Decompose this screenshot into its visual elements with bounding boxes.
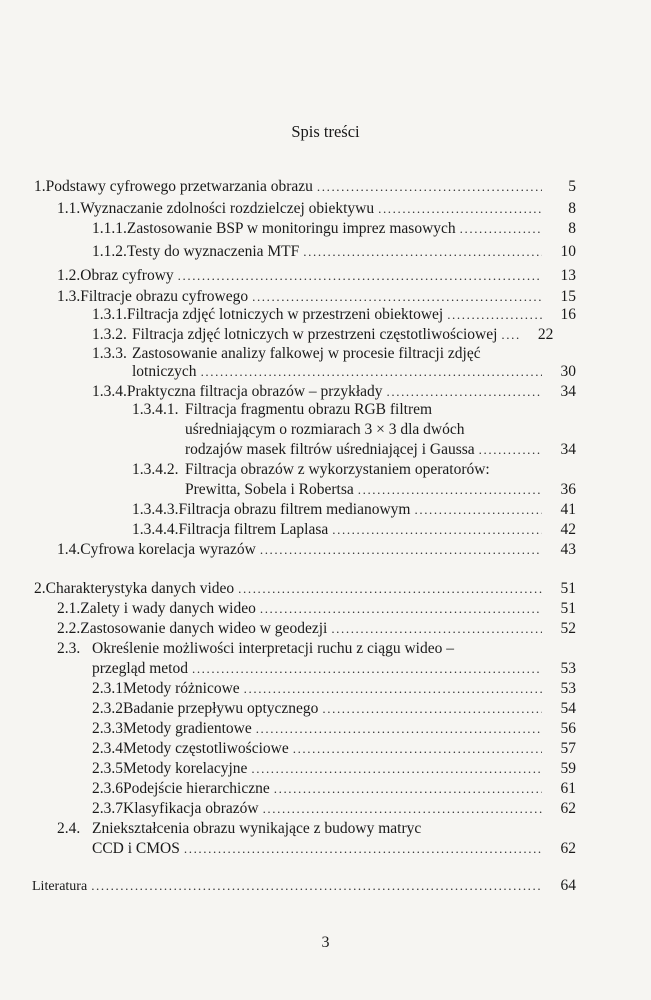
entry-page: 64 (560, 877, 576, 894)
toc-entry[interactable] (92, 242, 576, 262)
entry-title: Filtracja zdjęć lotniczych w przestrzeni częstotliwościowej (132, 326, 498, 343)
entry-number: 1.3.4.2. (132, 461, 179, 478)
entry-page: 56 (560, 720, 576, 737)
dot-leader (260, 540, 542, 560)
entry-title-continuation: Prewitta, Sobela i Robertsa (185, 481, 354, 498)
dot-leader (331, 619, 542, 639)
page-number: 3 (321, 934, 330, 951)
entry-page: 5 (568, 178, 576, 195)
toc-entry[interactable] (92, 719, 576, 739)
entry-number: 1.3.4.3. (132, 501, 179, 518)
entry-number: 1.4. (57, 541, 81, 558)
dot-leader (184, 839, 542, 859)
entry-title: Cyfrowa korelacja wyrazów (80, 541, 256, 558)
entry-number: 1. (34, 178, 46, 195)
entry-title: Zastosowanie danych wideo w geodezji (80, 620, 328, 637)
entry-page: 54 (560, 700, 576, 717)
entry-title-continuation: rodzajów masek filtrów uśredniającej i Gaussa (185, 441, 475, 458)
entry-number: 2.2. (57, 620, 81, 637)
toc-entry[interactable] (92, 382, 576, 402)
entry-title: Określenie możliwości interpretacji ruchu z ciągu wideo – (92, 640, 454, 657)
entry-title: Metody częstotliwościowe (123, 740, 289, 757)
dot-leader (192, 659, 542, 679)
dot-leader (479, 440, 542, 460)
entry-title-continuation: przegląd metod (92, 660, 188, 677)
entry-title: Testy do wyznaczenia MTF (126, 243, 300, 260)
dot-leader (252, 287, 542, 307)
entry-title-continuation: lotniczych (132, 363, 197, 380)
dot-leader (378, 199, 542, 219)
entry-page: 30 (560, 363, 576, 380)
entry-number: 1.1.2. (92, 243, 127, 260)
dot-leader (256, 719, 542, 739)
entry-number: 1.3.4. (92, 383, 127, 400)
entry-page: 59 (560, 760, 576, 777)
entry-number: 2.3.4 (92, 740, 123, 757)
entry-page: 15 (560, 288, 576, 305)
dot-leader (460, 219, 542, 239)
dot-leader (238, 579, 542, 599)
dot-leader (293, 739, 542, 759)
toc-entry[interactable] (57, 819, 576, 839)
entry-title: Klasyfikacja obrazów (123, 800, 259, 817)
dot-leader (387, 382, 542, 402)
toc-entry[interactable] (92, 779, 576, 799)
toc-entry-continuation[interactable] (185, 480, 576, 500)
dot-leader (322, 699, 542, 719)
entry-title: Filtracja filtrem Laplasa (178, 521, 329, 538)
entry-number: 1.3.4.4. (132, 521, 179, 538)
toc-entry[interactable] (57, 266, 576, 286)
entry-page: 36 (560, 481, 576, 498)
toc-entry[interactable] (132, 520, 576, 540)
dot-leader (260, 599, 542, 619)
dot-leader (244, 679, 542, 699)
entry-title: Metody gradientowe (123, 720, 252, 737)
entry-title: Filtracje obrazu cyfrowego (80, 288, 249, 305)
toc-entry-continuation[interactable] (185, 420, 576, 440)
dot-leader (317, 177, 542, 197)
entry-page: 62 (560, 840, 576, 857)
toc-entry-continuation[interactable] (92, 659, 576, 679)
toc-entry[interactable] (92, 699, 576, 719)
entry-title: Badanie przepływu optycznego (123, 700, 319, 717)
toc-entry-continuation[interactable] (132, 362, 576, 382)
entry-title: Metody korelacyjne (123, 760, 248, 777)
entry-title: Zastosowanie BSP w monitoringu imprez masowych (126, 220, 456, 237)
entry-title: Filtracja obrazów z wykorzystaniem operatorów: (185, 461, 490, 478)
entry-page: 42 (560, 521, 576, 538)
dot-leader (303, 242, 542, 262)
dot-leader (358, 480, 542, 500)
entry-page: 43 (560, 541, 576, 558)
entry-number: 1.1.1. (92, 220, 127, 237)
entry-number: 1.3. (57, 288, 81, 305)
entry-page: 41 (560, 501, 576, 518)
entry-page: 8 (568, 220, 576, 237)
toc-entry[interactable] (92, 759, 576, 779)
dot-leader (178, 266, 542, 286)
entry-title: Literatura (32, 879, 88, 894)
entry-page: 51 (560, 580, 576, 597)
toc-entry[interactable] (57, 639, 576, 659)
entry-title: Zastosowanie analizy falkowej w procesie filtracji zdjęć (132, 345, 481, 362)
entry-number: 1.3.3. (92, 345, 127, 362)
entry-number: 2.3.6 (92, 780, 123, 797)
entry-page: 13 (560, 267, 576, 284)
entry-title: Filtracja obrazu filtrem medianowym (178, 501, 411, 518)
toc-entry[interactable] (34, 177, 576, 197)
entry-number: 2.3.1 (92, 680, 123, 697)
entry-title: Podejście hierarchiczne (123, 780, 270, 797)
entry-number: 2. (34, 580, 46, 597)
dot-leader (415, 500, 543, 520)
dot-leader (251, 759, 542, 779)
dot-leader (274, 779, 542, 799)
dot-leader (447, 305, 542, 325)
entry-number: 1.3.2. (92, 326, 127, 343)
entry-title: Metody różnicowe (123, 680, 240, 697)
entry-page: 57 (560, 740, 576, 757)
entry-number: 1.3.4.1. (132, 401, 179, 418)
entry-page: 53 (560, 660, 576, 677)
toc-entry-continuation[interactable] (92, 839, 576, 859)
entry-title: Obraz cyfrowy (80, 267, 174, 284)
toc-entry[interactable] (92, 305, 576, 325)
entry-title: Wyznaczanie zdolności rozdzielczej obiektywu (80, 200, 375, 217)
entry-number: 2.3.3 (92, 720, 123, 737)
entry-page: 61 (560, 780, 576, 797)
entry-number: 2.3.7 (92, 800, 123, 817)
toc-entry[interactable] (92, 739, 576, 759)
entry-number: 1.1. (57, 200, 81, 217)
page-title: Spis treści (291, 122, 360, 141)
dot-leader (263, 799, 542, 819)
entry-number: 2.3.5 (92, 760, 123, 777)
entry-page: 52 (560, 620, 576, 637)
entry-title: Charakterystyka danych video (45, 580, 235, 597)
entry-title: Podstawy cyfrowego przetwarzania obrazu (45, 178, 313, 195)
toc-entry[interactable] (57, 540, 576, 560)
toc-entry[interactable] (34, 579, 576, 599)
toc-entry[interactable] (132, 500, 576, 520)
entry-title-continuation: uśredniającym o rozmiarach 3 × 3 dla dwóch (185, 421, 465, 438)
dot-leader (501, 325, 519, 345)
toc-entry[interactable] (92, 679, 576, 699)
entry-title: Zalety i wady danych wideo (80, 600, 256, 617)
toc-entry-continuation[interactable] (185, 440, 576, 460)
entry-page: 16 (560, 306, 576, 323)
toc-entry[interactable] (92, 344, 576, 364)
toc-entry[interactable] (57, 287, 576, 307)
entry-page: 34 (560, 441, 576, 458)
toc-entry-literatura[interactable] (32, 876, 576, 897)
entry-title: Praktyczna filtracja obrazów – przykłady (126, 383, 383, 400)
dot-leader (332, 520, 542, 540)
toc-entry[interactable] (92, 325, 576, 345)
entry-number: 2.3.2 (92, 700, 123, 717)
entry-title-continuation: CCD i CMOS (92, 840, 180, 857)
entry-number: 2.4. (57, 820, 81, 837)
entry-number: 1.2. (57, 267, 81, 284)
toc-entry[interactable] (57, 599, 576, 619)
dot-leader (91, 876, 542, 896)
entry-number: 2.3. (57, 640, 81, 657)
entry-page: 53 (560, 680, 576, 697)
entry-page: 10 (560, 243, 576, 260)
entry-page: 8 (568, 200, 576, 217)
entry-title: Zniekształcenia obrazu wynikające z budowy matryc (92, 820, 422, 837)
entry-number: 1.3.1. (92, 306, 127, 323)
dot-leader (201, 362, 542, 382)
entry-title: Filtracja zdjęć lotniczych w przestrzeni obiektowej (126, 306, 444, 323)
entry-page: 22 (537, 326, 554, 343)
entry-page: 34 (560, 383, 576, 400)
toc-entry[interactable] (92, 219, 576, 239)
entry-number: 2.1. (57, 600, 81, 617)
toc-entry[interactable] (57, 199, 576, 219)
entry-page: 62 (560, 800, 576, 817)
entry-title: Filtracja fragmentu obrazu RGB filtrem (185, 401, 433, 418)
toc-entry[interactable] (92, 799, 576, 819)
toc-entry[interactable] (57, 619, 576, 639)
entry-page: 51 (560, 600, 576, 617)
toc-entry[interactable] (132, 400, 576, 420)
toc-entry[interactable] (132, 460, 576, 480)
